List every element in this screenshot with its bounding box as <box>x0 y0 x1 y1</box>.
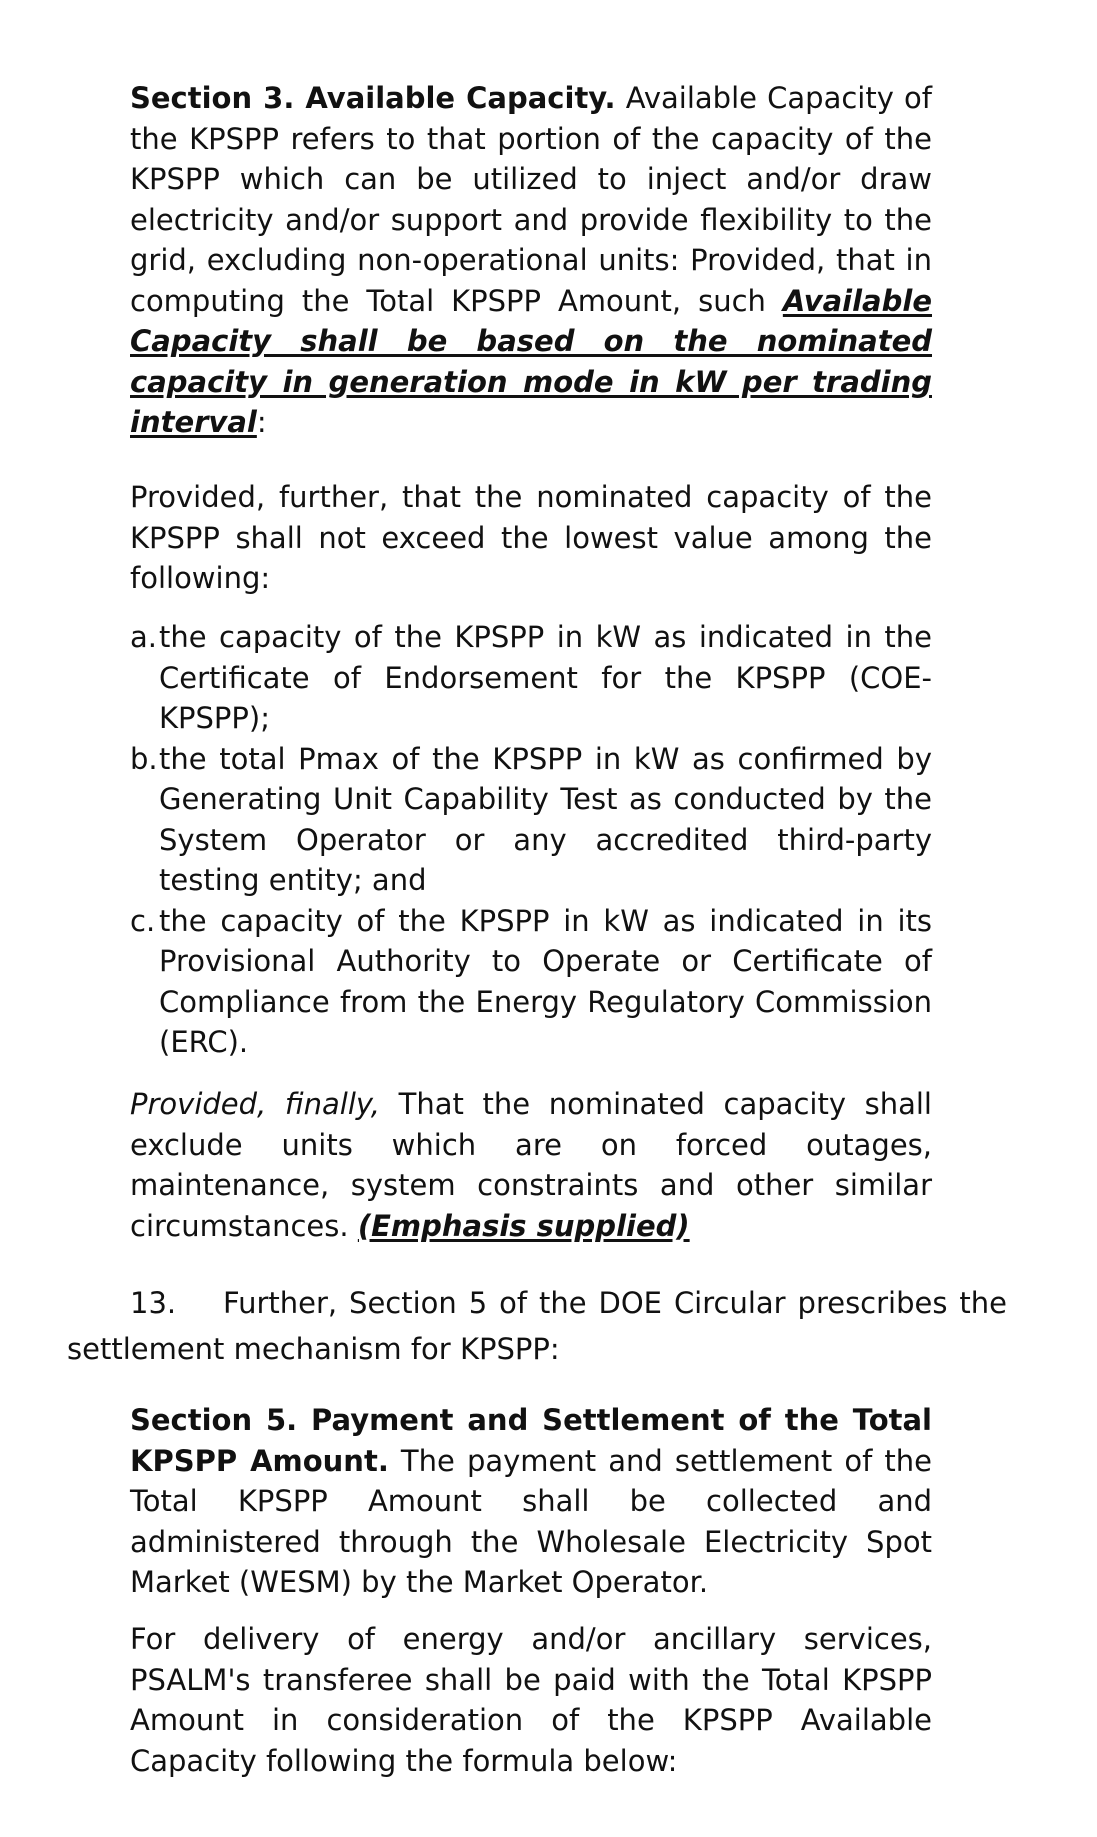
section-3-colon: : <box>256 405 267 439</box>
proviso-finally <box>130 1084 932 1246</box>
section-3-heading: Section 3. Available Capacity. <box>130 81 616 115</box>
section-5-quote <box>130 1400 932 1603</box>
paragraph-number: 13. <box>130 1286 177 1320</box>
list-item-text: the total Pmax of the KPSPP in kW as confirmed by Generating Unit Capability Test as conducted by the System Operator or any accredited third-party testing entity; and <box>159 741 932 897</box>
proviso-finally-lead: Provided, finally, <box>130 1087 381 1121</box>
list-item <box>130 739 932 901</box>
section-3-text: Available Capacity of the KPSPP refers to that portion of the capacity of the KPSPP which can be utilized to inject and/or draw electricity and/or support and provide flexibility to the grid, excluding non-operational units: Provided, that in computing the Total KPSPP Amount, such <box>130 81 932 318</box>
list-marker: b. <box>130 741 158 776</box>
criteria-list <box>130 617 932 1063</box>
section-5-text: The payment and settlement of the Total KPSPP Amount shall be collected and administered through the Wholesale Electricity Spot Market (WESM) by the Market Operator. <box>130 1443 932 1599</box>
list-item <box>130 901 932 1063</box>
delivery-paragraph: For delivery of energy and/or ancillary services, PSALM's transferee shall be paid with the Total KPSPP Amount in consideration of the KPSPP Available Capacity following the formula below: <box>130 1622 932 1778</box>
list-marker: a. <box>130 620 157 654</box>
list-item <box>130 617 932 739</box>
proviso-finally-text: That the nominated capacity shall exclude units which are on forced outages, maintenance, system constraints and other similar circumstances. <box>130 1087 932 1243</box>
emphasis-supplied: (Emphasis supplied) <box>357 1208 690 1243</box>
list-marker: c. <box>130 903 156 938</box>
paragraph-13-text: Further, Section 5 of the DOE Circular prescribes the settlement mechanism for KPSPP: <box>67 1286 1007 1366</box>
paragraph-13 <box>67 1280 1007 1372</box>
section-5-heading: Section 5. Payment and Settlement of the Total KPSPP Amount. <box>130 1403 932 1478</box>
list-item-text: the capacity of the KPSPP in kW as indicated in its Provisional Authority to Operate or Certificate of Compliance from the Energy Regulatory Commission (ERC). <box>159 903 932 1059</box>
section-3-emphasis: Available Capacity shall be based on the nominated capacity in generation mode in kW per trading interval <box>130 283 932 439</box>
section-3-quote <box>130 78 932 443</box>
proviso-further: Provided, further, that the nominated capacity of the KPSPP shall not exceed the lowest value among the following: <box>130 480 932 595</box>
list-item-text: the capacity of the KPSPP in kW as indicated in the Certificate of Endorsement for the KPSPP (COE-KPSPP); <box>159 620 932 735</box>
